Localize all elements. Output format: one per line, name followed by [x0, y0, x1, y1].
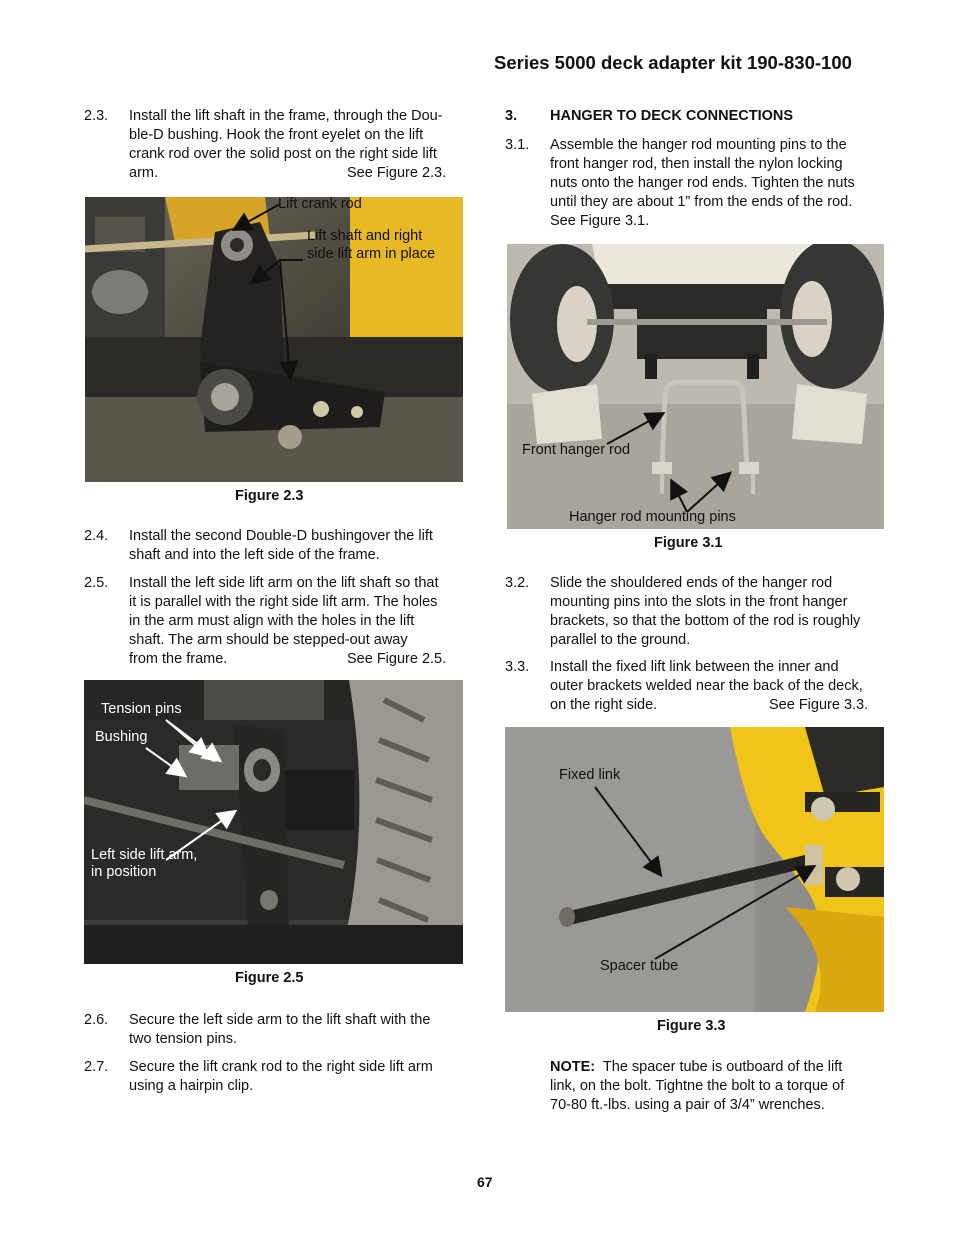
figure-label-fixed-link: Fixed link — [559, 767, 621, 783]
figure-label-lift-shaft: side lift arm in place — [307, 246, 436, 262]
figure-2-3-caption: Figure 2.3 — [235, 488, 304, 504]
step-text-line: brackets, so that the bottom of the rod is roughly — [550, 613, 861, 629]
step-2-3 — [84, 107, 464, 183]
step-number: 2.3. — [84, 108, 109, 124]
step-3-1 — [505, 136, 885, 232]
step-number: 3.3. — [505, 659, 530, 675]
step-text-line: shaft and into the left side of the frame. — [129, 547, 380, 563]
figure-label-lift-crank-rod: Lift crank rod — [278, 196, 362, 212]
step-text-line: mounting pins into the slots in the front hanger — [550, 594, 848, 610]
step-number: 2.6. — [84, 1012, 109, 1028]
step-text-line: front hanger rod, then install the nylon locking — [550, 156, 843, 172]
step-text-line: Install the left side lift arm on the lift shaft so that — [129, 575, 439, 591]
figure-2-5-caption: Figure 2.5 — [235, 970, 304, 986]
figure-label-left-arm: in position — [91, 864, 157, 880]
step-text-line: two tension pins. — [129, 1031, 238, 1047]
step-number: 2.5. — [84, 575, 109, 591]
step-text-line: Assemble the hanger rod mounting pins to the — [550, 137, 847, 153]
step-3-2 — [505, 574, 885, 652]
step-text-line: using a hairpin clip. — [129, 1078, 254, 1094]
step-text-line: Install the lift shaft in the frame, through the Dou- — [129, 108, 443, 124]
step-number: 2.7. — [84, 1059, 109, 1075]
figure-label-left-arm: Left side lift arm, — [91, 847, 198, 863]
step-text-line: Install the fixed lift link between the inner and — [550, 659, 839, 675]
step-text-line: from the frame. — [129, 651, 228, 667]
note-text: The spacer tube is outboard of the lift — [595, 1059, 843, 1075]
figure-3-1-arrows — [507, 244, 884, 529]
step-text-line: on the right side. — [550, 697, 658, 713]
step-text-line: outer brackets welded near the back of the deck, — [550, 678, 863, 694]
step-text-line: in the arm must align with the holes in the lift — [129, 613, 415, 629]
figure-reference: See Figure 3.3. — [769, 697, 869, 713]
step-number: 3.1. — [505, 137, 530, 153]
figure-label-bushing: Bushing — [95, 729, 148, 745]
step-2-7 — [84, 1058, 464, 1098]
step-text-line: parallel to the ground. — [550, 632, 691, 648]
step-number: 3.2. — [505, 575, 530, 591]
step-text-line: Secure the lift crank rod to the right side lift arm — [129, 1059, 433, 1075]
figure-2-5-arrows — [84, 680, 463, 964]
figure-label-hanger-rod-pins: Hanger rod mounting pins — [569, 509, 736, 525]
page-header-title: Series 5000 deck adapter kit 190-830-100 — [494, 52, 852, 73]
page-number: 67 — [477, 1174, 493, 1190]
figure-label-tension-pins: Tension pins — [101, 701, 182, 717]
note-text: link, on the bolt. Tightne the bolt to a torque of — [550, 1078, 845, 1094]
section-number: 3. — [505, 108, 518, 124]
step-3-3 — [505, 658, 885, 716]
note-text: 70-80 ft.-lbs. using a pair of 3/4” wrenches. — [550, 1097, 825, 1113]
step-text-line: ble-D bushing. Hook the front eyelet on the lift — [129, 127, 424, 143]
step-number: 2.4. — [84, 528, 109, 544]
step-text-line: nuts onto the hanger rod ends. Tighten the nuts — [550, 175, 855, 191]
figure-label-lift-shaft: Lift shaft and right — [307, 228, 423, 244]
step-text-line: it is parallel with the right side lift arm. The holes — [129, 594, 438, 610]
section-heading — [505, 108, 794, 124]
note-block — [550, 1058, 885, 1115]
step-text-line: Secure the left side arm to the lift shaft with the — [129, 1012, 431, 1028]
step-text-line: Install the second Double-D bushingover the lift — [129, 528, 433, 544]
step-text-line: crank rod over the solid post on the right side lift — [129, 146, 437, 162]
section-title: HANGER TO DECK CONNECTIONS — [550, 108, 794, 124]
step-text-line: See Figure 3.1. — [550, 213, 650, 229]
step-2-6 — [84, 1011, 464, 1051]
figure-label-front-hanger-rod: Front hanger rod — [522, 442, 631, 458]
figure-3-3-caption: Figure 3.3 — [657, 1018, 726, 1034]
step-text-line: shaft. The arm should be stepped-out away — [129, 632, 408, 648]
figure-label-spacer-tube: Spacer tube — [600, 958, 679, 974]
step-text-line: until they are about 1” from the ends of the rod. — [550, 194, 853, 210]
figure-reference: See Figure 2.5. — [347, 651, 447, 667]
note-label: NOTE: — [550, 1059, 596, 1075]
step-text-line: Slide the shouldered ends of the hanger rod — [550, 575, 833, 591]
figure-reference: See Figure 2.3. — [347, 165, 447, 181]
step-2-5 — [84, 574, 464, 670]
step-text-line: arm. — [129, 165, 158, 181]
figure-3-1-caption: Figure 3.1 — [654, 535, 723, 551]
step-2-4 — [84, 527, 464, 567]
